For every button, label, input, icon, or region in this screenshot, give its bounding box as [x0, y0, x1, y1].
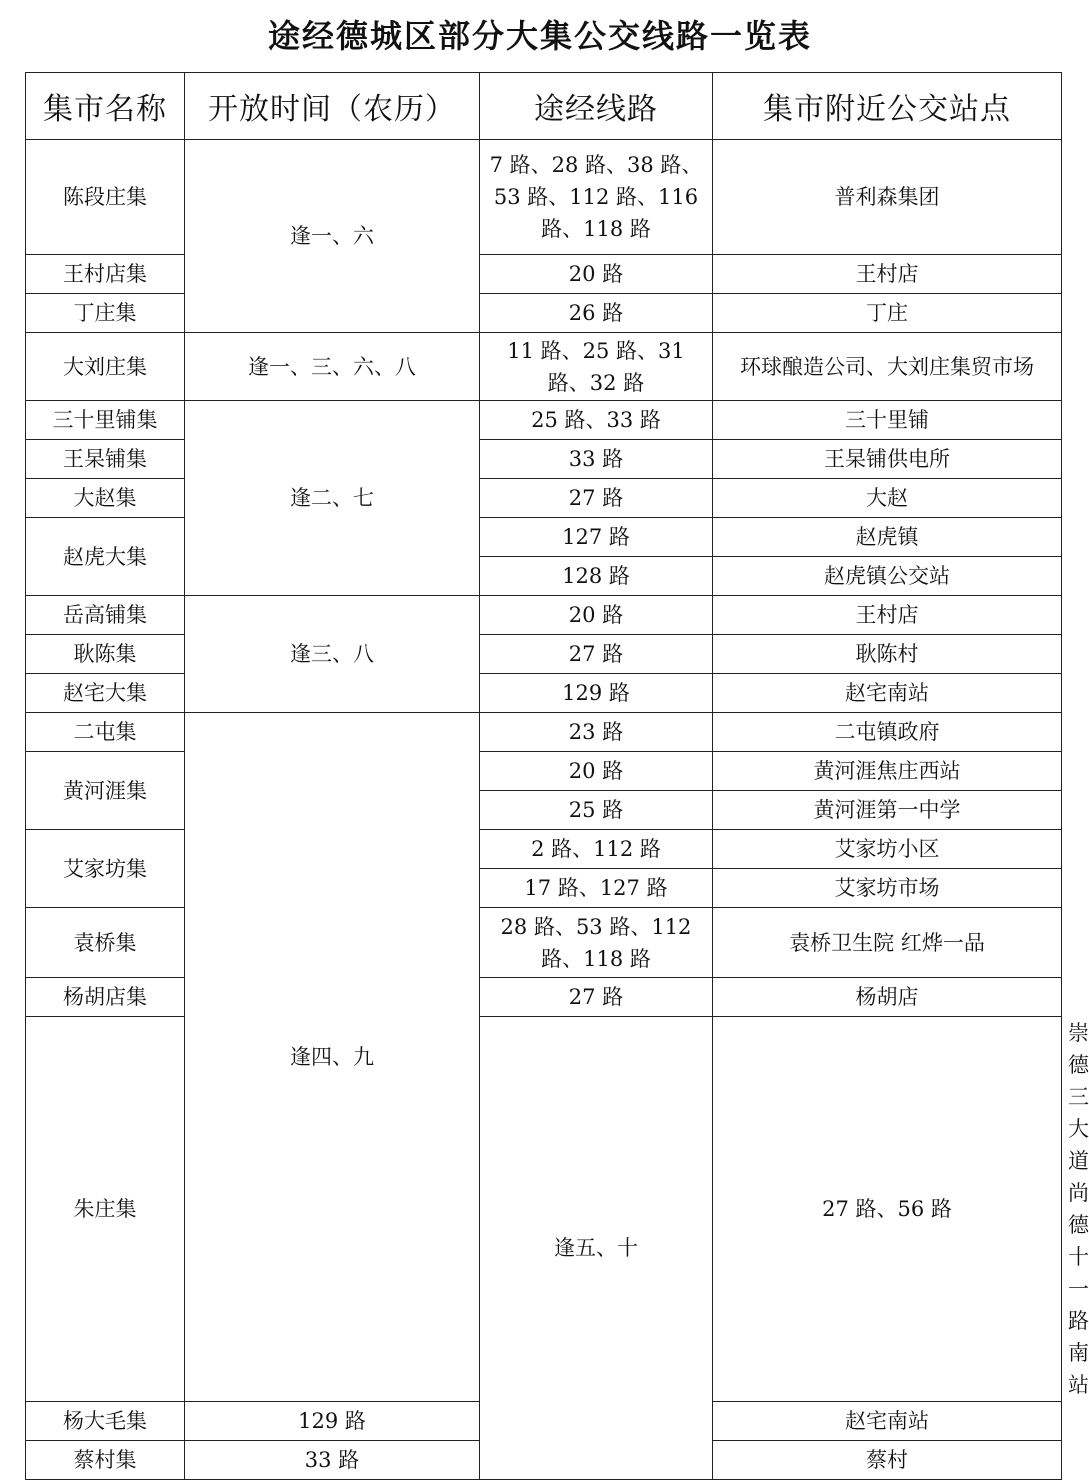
bus-stop-cell: 赵虎镇 — [713, 518, 1062, 557]
table-row — [26, 978, 1062, 1017]
market-name-cell: 赵虎大集 — [26, 518, 185, 596]
table-row — [26, 140, 1062, 255]
bus-lines-cell: 2 路、112 路 — [480, 830, 713, 869]
market-name-cell: 耿陈集 — [26, 635, 185, 674]
bus-lines-cell: 33 路 — [480, 440, 713, 479]
open-time-cell: 逢五、十 — [480, 1017, 713, 1480]
table-row — [26, 713, 1062, 752]
bus-stop-cell: 赵宅南站 — [713, 1402, 1062, 1441]
bus-stop-cell: 杨胡店 — [713, 978, 1062, 1017]
table-row — [26, 830, 1062, 869]
market-name-cell: 蔡村集 — [26, 1441, 185, 1480]
market-name-cell: 赵宅大集 — [26, 674, 185, 713]
table-row — [26, 401, 1062, 440]
open-time-cell: 逢一、三、六、八 — [185, 333, 480, 401]
table-row — [26, 479, 1062, 518]
market-name-cell: 袁桥集 — [26, 908, 185, 978]
market-name-cell: 丁庄集 — [26, 294, 185, 333]
bus-lines-cell: 25 路 — [480, 791, 713, 830]
open-time-cell: 逢二、七 — [185, 401, 480, 596]
bus-stop-cell: 赵虎镇公交站 — [713, 557, 1062, 596]
bus-lines-cell: 20 路 — [480, 596, 713, 635]
bus-lines-cell: 27 路 — [480, 635, 713, 674]
bus-lines-cell: 11 路、25 路、31 路、32 路 — [480, 333, 713, 401]
bus-stop-cell: 耿陈村 — [713, 635, 1062, 674]
bus-stop-cell: 黄河涯第一中学 — [713, 791, 1062, 830]
bus-lines-cell: 33 路 — [185, 1441, 480, 1480]
table-row — [26, 333, 1062, 401]
bus-lines-cell: 27 路、56 路 — [713, 1017, 1062, 1402]
market-name-cell: 大赵集 — [26, 479, 185, 518]
bus-lines-cell: 129 路 — [185, 1402, 480, 1441]
open-time-cell: 逢三、八 — [185, 596, 480, 713]
market-name-cell: 三十里铺集 — [26, 401, 185, 440]
market-name-cell: 王村店集 — [26, 255, 185, 294]
bus-stop-cell: 普利森集团 — [713, 140, 1062, 255]
market-name-cell: 岳高铺集 — [26, 596, 185, 635]
market-name-cell: 陈段庄集 — [26, 140, 185, 255]
bus-lines-cell: 27 路 — [480, 978, 713, 1017]
bus-stop-cell: 环球酿造公司、大刘庄集贸市场 — [713, 333, 1062, 401]
table-row — [26, 596, 1062, 635]
market-name-cell: 杨大毛集 — [26, 1402, 185, 1441]
bus-stop-cell: 王村店 — [713, 255, 1062, 294]
bus-stop-cell: 袁桥卫生院 红烨一品 — [713, 908, 1062, 978]
table-row — [26, 635, 1062, 674]
page-title: 途经德城区部分大集公交线路一览表 — [267, 17, 812, 55]
header-bus-lines: 途经线路 — [480, 73, 713, 140]
bus-lines-cell: 20 路 — [480, 752, 713, 791]
bus-stop-cell: 艾家坊小区 — [713, 830, 1062, 869]
bus-stop-cell: 大赵 — [713, 479, 1062, 518]
bus-lines-cell: 129 路 — [480, 674, 713, 713]
bus-stop-cell: 王杲铺供电所 — [713, 440, 1062, 479]
header-open-time: 开放时间（农历） — [185, 73, 480, 140]
open-time-cell: 逢四、九 — [185, 713, 480, 1402]
header-row — [26, 73, 1062, 140]
bus-lines-cell: 20 路 — [480, 255, 713, 294]
bus-stop-cell: 黄河涯焦庄西站 — [713, 752, 1062, 791]
table-row — [26, 674, 1062, 713]
bus-lines-cell: 28 路、53 路、112 路、118 路 — [480, 908, 713, 978]
bus-stop-cell: 赵宅南站 — [713, 674, 1062, 713]
market-name-cell: 大刘庄集 — [26, 333, 185, 401]
table-row — [26, 752, 1062, 791]
bus-stop-cell: 王村店 — [713, 596, 1062, 635]
bus-lines-cell: 128 路 — [480, 557, 713, 596]
bus-route-table — [25, 72, 1089, 1480]
market-name-cell: 二屯集 — [26, 713, 185, 752]
bus-lines-cell: 27 路 — [480, 479, 713, 518]
bus-stop-cell: 三十里铺 — [713, 401, 1062, 440]
market-name-cell: 杨胡店集 — [26, 978, 185, 1017]
bus-lines-cell: 25 路、33 路 — [480, 401, 713, 440]
bus-lines-cell: 17 路、127 路 — [480, 869, 713, 908]
bus-stop-cell: 丁庄 — [713, 294, 1062, 333]
bus-lines-cell: 7 路、28 路、38 路、53 路、112 路、116 路、118 路 — [480, 140, 713, 255]
bus-stop-cell: 艾家坊市场 — [713, 869, 1062, 908]
market-name-cell: 艾家坊集 — [26, 830, 185, 908]
market-name-cell: 朱庄集 — [26, 1017, 185, 1402]
open-time-cell: 逢一、六 — [185, 140, 480, 333]
market-name-cell: 王杲铺集 — [26, 440, 185, 479]
table-row: 朱庄集 逢五、十 27 路、56 路 崇德三大道尚德十一路南站 — [26, 1017, 1062, 1402]
bus-lines-cell: 26 路 — [480, 294, 713, 333]
table-row — [26, 518, 1062, 557]
table-row — [26, 255, 1062, 294]
bus-stop-cell: 蔡村 — [713, 1441, 1062, 1480]
header-market-name: 集市名称 — [26, 73, 185, 140]
header-nearby-stop: 集市附近公交站点 — [713, 73, 1062, 140]
bus-lines-cell: 127 路 — [480, 518, 713, 557]
table-row — [26, 440, 1062, 479]
bus-lines-cell: 23 路 — [480, 713, 713, 752]
bus-stop-cell: 二屯镇政府 — [713, 713, 1062, 752]
table-row — [26, 294, 1062, 333]
table-row — [26, 908, 1062, 978]
market-name-cell: 黄河涯集 — [26, 752, 185, 830]
